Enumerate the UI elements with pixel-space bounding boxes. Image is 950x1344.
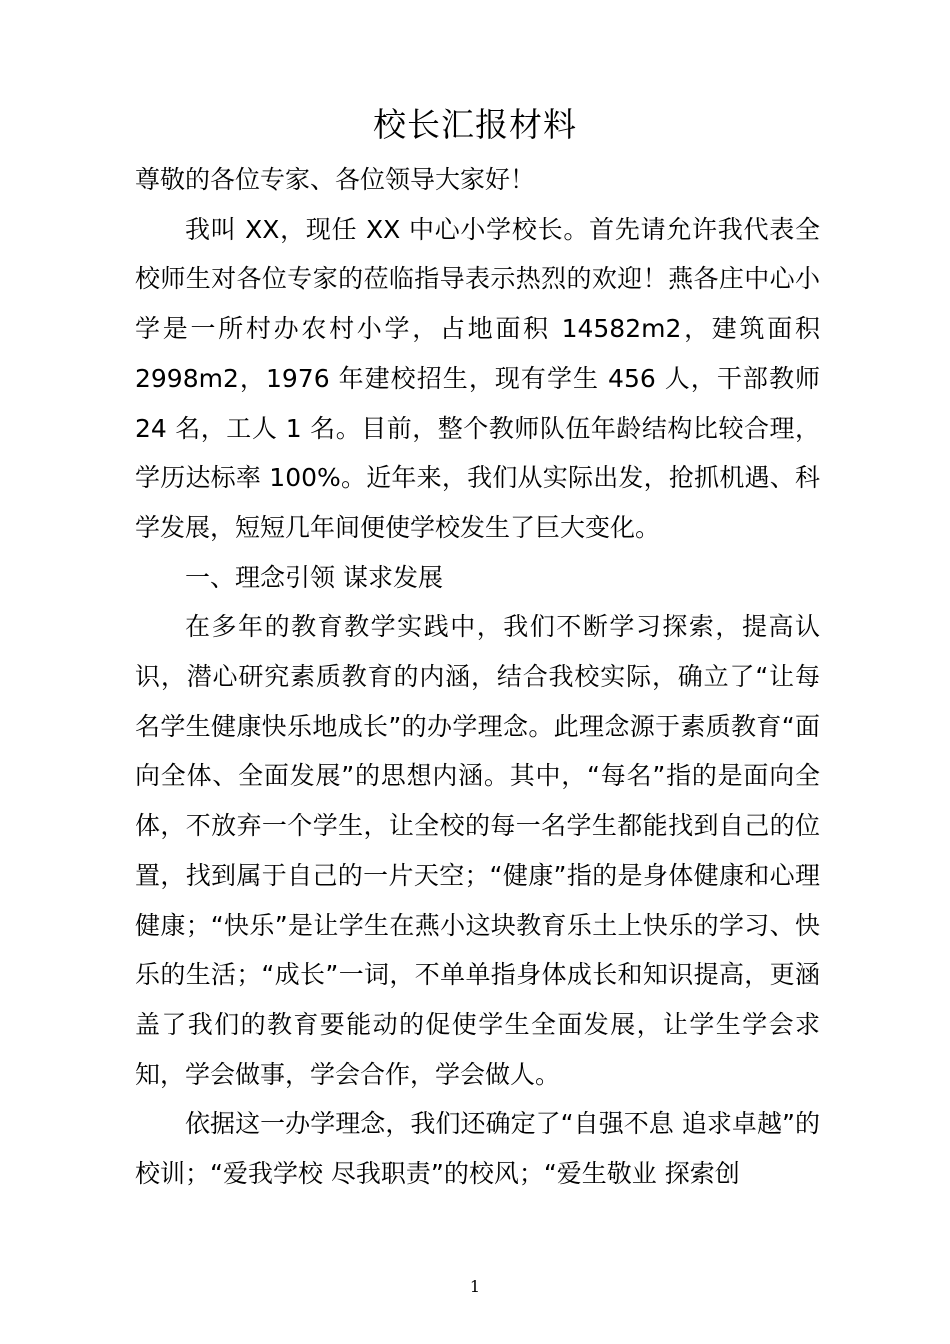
document-title: 校长汇报材料 xyxy=(373,105,577,144)
section-heading: 一、理念引领 谋求发展 xyxy=(185,562,443,592)
greeting-paragraph: 尊敬的各位专家、各位领导大家好！ xyxy=(135,165,536,194)
intro-paragraph: 我叫 XX，现任 XX 中心小学校长。首先请允许我代表全校师生对各位专家的莅临指导表示热烈的欢迎！燕各庄中心小学是一所村办农村小学，占地面积 14582m2，建筑面积 2998m2，1976 年建校招生，现有学生 456 人，干部教师 24 名，工人 1 名。目前，整个教师队伍年龄结构比较合理，学历达标率 100%。近年来，我们从实际出发，抢抓机遇、科学发展，短短几年间便使学校发生了巨大变化。 xyxy=(135,214,820,542)
motto-paragraph: 依据这一办学理念，我们还确定了“自强不息 追求卓越”的校训；“爱我学校 尽我职责”的校风；“爱生敬业 探索创 xyxy=(135,1109,820,1189)
page-number: 1 xyxy=(469,1277,481,1296)
concept-paragraph: 在多年的教育教学实践中，我们不断学习探索，提高认识，潜心研究素质教育的内涵，结合我校实际，确立了“让每名学生健康快乐地成长”的办学理念。此理念源于素质教育“面向全体、全面发展”的思想内涵。其中，“每名”指的是面向全体，不放弃一个学生，让全校的每一名学生都能找到自己的位置，找到属于自己的一片天空；“健康”指的是身体健康和心理健康；“快乐”是让学生在燕小这块教育乐土上快乐的学习、快乐的生活；“成长”一词，不单单指身体成长和知识提高，更涵盖了我们的教育要能动的促使学生全面发展，让学生学会求知，学会做事，学会合作，学会做人。 xyxy=(135,612,820,1089)
document-body xyxy=(135,155,820,1199)
